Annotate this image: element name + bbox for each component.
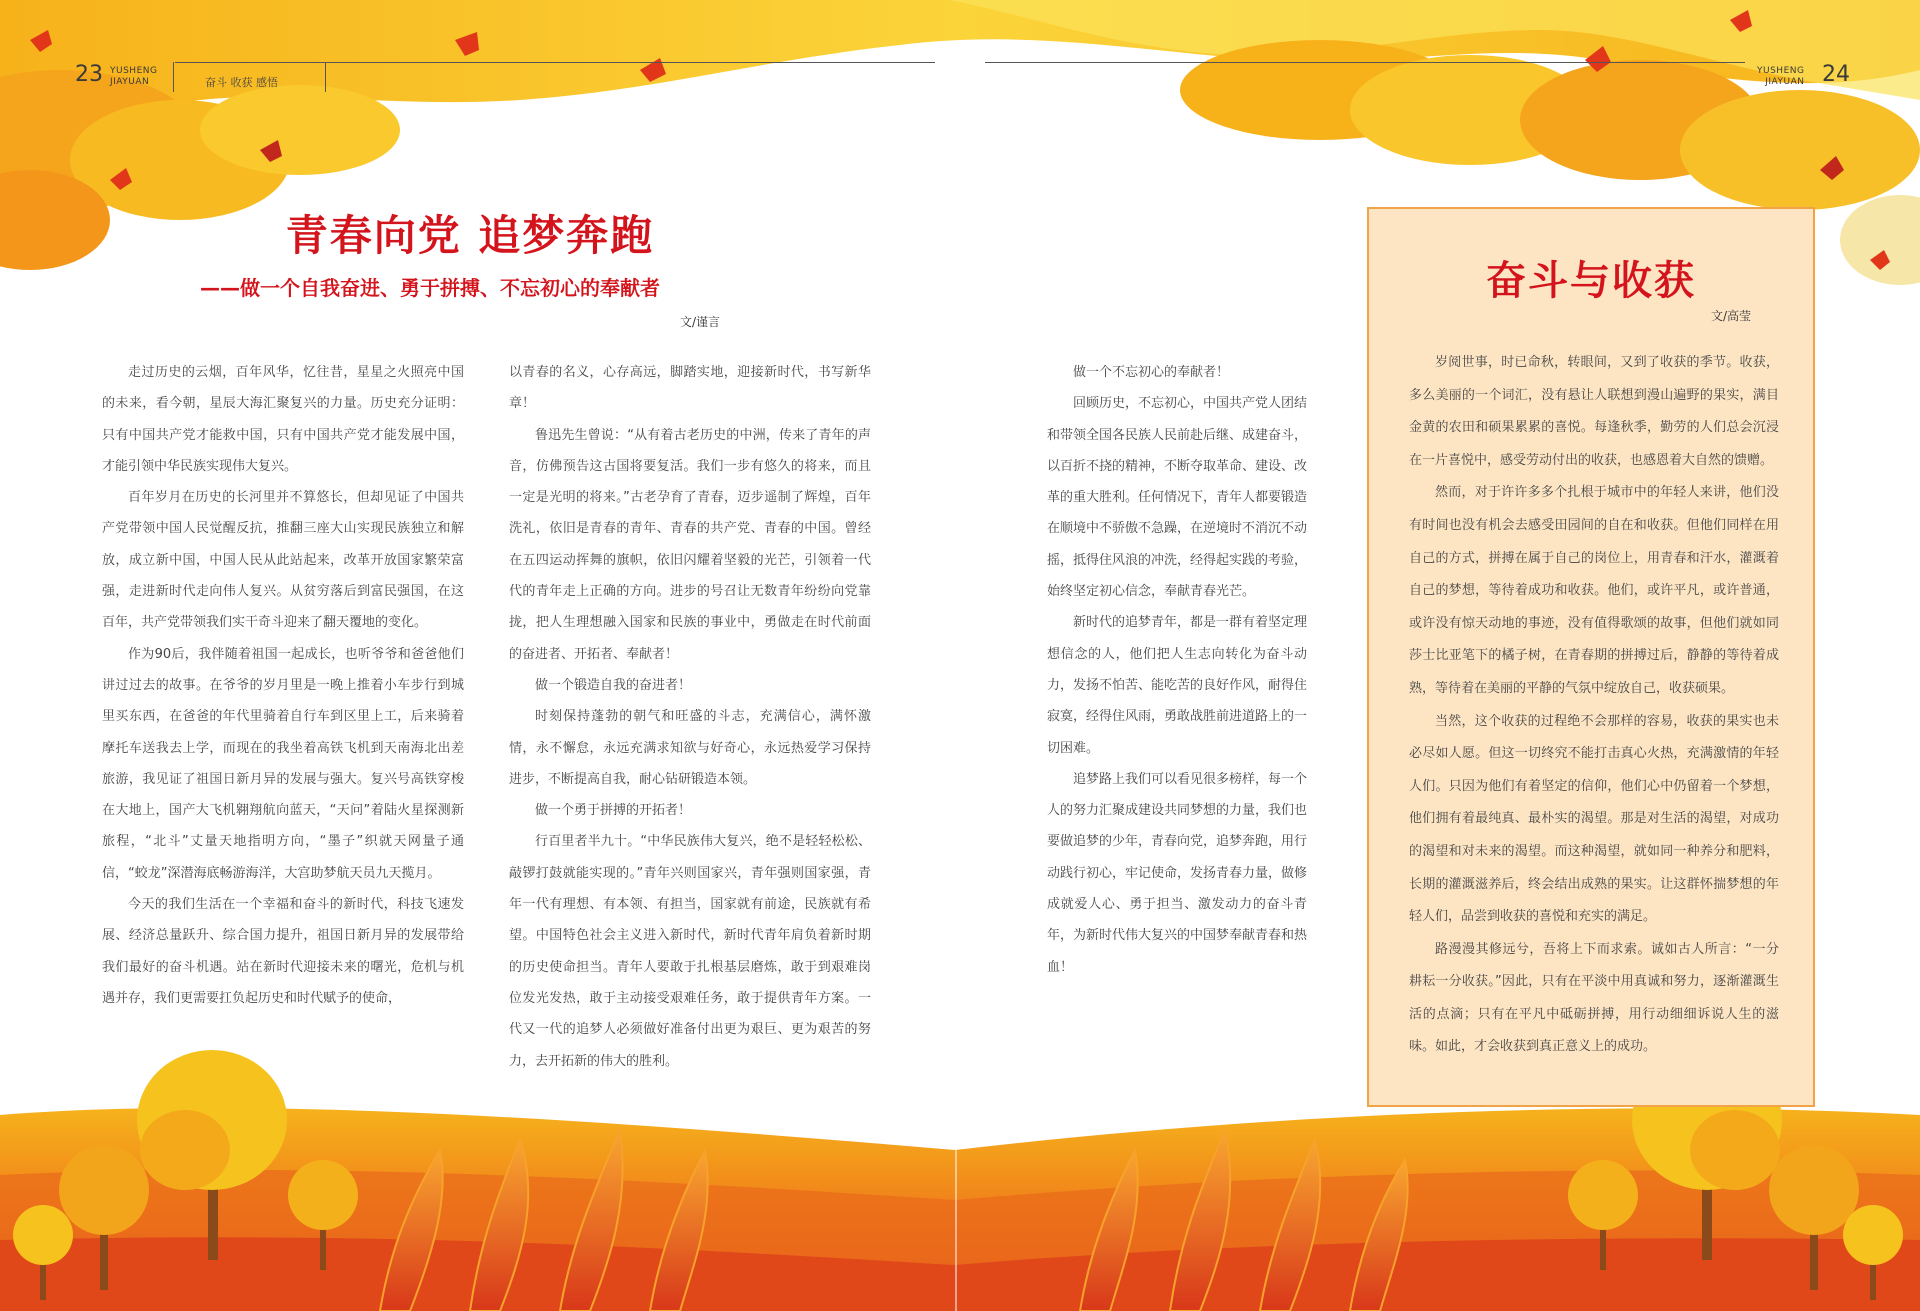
- sidebar-article-body: [1409, 347, 1779, 1064]
- brand-line-1: YUSHENG: [110, 66, 158, 76]
- section-tag: 奋斗 收获 感悟: [205, 76, 278, 89]
- sidebar-article-box: [1367, 207, 1815, 1107]
- paragraph: 鲁迅先生曾说：“从有着古老历史的中洲，传来了青年的声音，仿佛预告这古国将要复活。我们一步有悠久的将来，而且一定是光明的将来。”古老孕育了青春，迈步遥制了辉煌，百年洗礼，依旧是青春的青年、青春的共产党、青春的中国。曾经在五四运动挥舞的旗帜，依旧闪耀着坚毅的光芒，引领着一代代的青年走上正确的方向。进步的号召让无数青年纷纷向党靠拢，把人生理想融入国家和民族的事业中，勇做走在时代前面的奋进者、开拓者、奉献者！: [509, 427, 871, 662]
- paragraph: 今天的我们生活在一个幸福和奋斗的新时代，科技飞速发展、经济总量跃升、综合国力提升，祖国日新月异的发展带给我们最好的奋斗机遇。站在新时代迎接未来的曙光，危机与机遇并存，我们更需要扛负起历史和时代赋予的使命，: [102, 897, 464, 1006]
- paragraph: 新时代的追梦青年，都是一群有着坚定理想信念的人，他们把人生志向转化为奋斗动力，发扬不怕苦、能吃苦的良好作风，耐得住寂寞，经得住风雨，勇敢战胜前进道路上的一切困难。: [1047, 615, 1308, 756]
- section-heading: 做一个不忘初心的奉献者！: [1073, 365, 1230, 380]
- sidebar-article-byline: 文/高莹: [1710, 309, 1751, 323]
- header-rule-left: [175, 62, 935, 63]
- paragraph: 当然，这个收获的过程绝不会那样的容易，收获的果实也未必尽如人愿。但这一切终究不能打击真心火热，充满激情的年轻人们。只因为他们有着坚定的信仰，他们心中仍留着一个梦想，他们拥有着最纯真、最朴实的渴望。那是对生活的渴望，对成功的渴望和对未来的渴望。而这种渴望，就如同一种养分和肥料，长期的灌溉滋养后，终会结出成熟的果实。让这群怀揣梦想的年轻人们，品尝到收获的喜悦和充实的满足。: [1409, 713, 1779, 925]
- article-column-2: [509, 357, 871, 1077]
- brand-line-2: JIAYUAN: [110, 77, 150, 87]
- section-heading: 做一个锻造自我的奋进者！: [535, 677, 692, 693]
- article-subtitle: ——做一个自我奋进、勇于拼搏、不忘初心的奉献者: [200, 276, 660, 300]
- left-page-number: 23: [75, 62, 103, 87]
- section-heading: 做一个勇于拼搏的开拓者！: [535, 803, 692, 819]
- left-brand-mark: [110, 66, 157, 88]
- paragraph: 回顾历史，不忘初心，中国共产党人团结和带领全国各民族人民前赴后继、成建奋斗，以百折不挠的精神，不断夺取革命、建设、改革的重大胜利。任何情况下，青年人都要锻造在顺境中不骄傲不急躁，在逆境时不消沉不动摇，抵得住风浪的冲洗，经得起实践的考验，始终坚定初心信念，奉献青春光芒。: [1047, 396, 1308, 600]
- header-separator: [325, 62, 326, 92]
- paragraph: 百年岁月在历史的长河里并不算悠长，但却见证了中国共产党带领中国人民觉醒反抗，推翻三座大山实现民族独立和解放，成立新中国，中国人民从此站起来，改革开放国家繁荣富强，走进新时代走向伟人复兴。从贫穷落后到富民强国，在这百年，共产党带领我们实干奇斗迎来了翻天覆地的变化。: [102, 490, 464, 631]
- article-title: 青春向党 追梦奔跑: [285, 211, 655, 260]
- paragraph: 行百里者半九十。“中华民族伟大复兴，绝不是轻轻松松、敲锣打鼓就能实现的。”青年兴则国家兴，青年强则国家强，青年一代有理想、有本领、有担当，国家就有前途，民族就有希望。中国特色社会主义进入新时代，新时代青年肩负着新时期的历史使命担当。青年人要敢于扎根基层磨炼，敢于到艰难岗位发光发热，敢于主动接受艰难任务，敢于提供青年方案。一代又一代的追梦人必须做好准备付出更为艰巨、更为艰苦的努力，去开拓新的伟大的胜利。: [509, 834, 871, 1069]
- brand-line-1: YUSHENG: [1757, 66, 1805, 76]
- brand-line-2: JIAYUAN: [1765, 77, 1805, 87]
- header-separator: [173, 62, 174, 92]
- sidebar-article-title: 奋斗与收获: [1486, 258, 1696, 304]
- right-page-number: 24: [1822, 62, 1850, 87]
- paragraph: 作为90后，我伴随着祖国一起成长，也听爷爷和爸爸他们讲过过去的故事。在爷爷的岁月里是一晚上推着小车步行到城里买东西，在爸爸的年代里骑着自行车到区里上工，后来骑着摩托车送我去上学，而现在的我坐着高铁飞机到天南海北出差旅游，我见证了祖国日新月异的发展与强大。复兴号高铁穿梭在大地上，国产大飞机翱翔航向蓝天，“天问”着陆火星探测新旅程，“北斗”丈量天地指明方向，“墨子”织就天网量子通信，“蛟龙”深潜海底畅游海洋，大宫助梦航天员九天揽月。: [102, 646, 464, 881]
- article-column-3: [1047, 357, 1307, 983]
- header-rule-right: [985, 62, 1745, 63]
- article-column-1: [102, 357, 464, 1014]
- paragraph: 然而，对于许许多多个扎根于城市中的年轻人来讲，他们没有时间也没有机会去感受田园间的自在和收获。但他们同样在用自己的方式，拼搏在属于自己的岗位上，用青春和汗水，灌溉着自己的梦想，等待着成功和收获。他们，或许平凡，或许普通，或许没有惊天动地的事迹，没有值得歌颂的故事，但他们就如同莎士比亚笔下的橘子树，在青春期的拼搏过后，静静的等待着成熟，等待着在美丽的平静的气氛中绽放自己，收获硕果。: [1409, 485, 1779, 696]
- article-byline: 文/谨言: [680, 315, 721, 329]
- paragraph: 岁阅世事，时已命秋，转眼间，又到了收获的季节。收获，多么美丽的一个词汇，没有悬让人联想到漫山遍野的果实，满目金黄的农田和硕果累累的喜悦。每逢秋季，勤劳的人们总会沉浸在一片喜悦中，感受劳动付出的收获，也感恩着大自然的馈赠。: [1409, 355, 1779, 468]
- right-brand-mark: [1757, 66, 1804, 88]
- paragraph: 走过历史的云烟，百年风华，忆往昔，星星之火照亮中国的未来，看今朝，星辰大海汇聚复兴的力量。历史充分证明：只有中国共产党才能救中国，只有中国共产党才能发展中国，才能引领中华民族实现伟大复兴。: [102, 365, 464, 474]
- paragraph: 路漫漫其修远兮，吾将上下而求索。诚如古人所言：“一分耕耘一分收获。”因此，只有在平淡中用真诚和努力，逐渐灌溉生活的点滴；只有在平凡中砥砺拼搏，用行动细细诉说人生的滋味。如此，才会收获到真正意义上的成功。: [1409, 941, 1779, 1055]
- paragraph: 追梦路上我们可以看见很多榜样，每一个人的努力汇聚成建设共同梦想的力量，我们也要做追梦的少年，青春向党，追梦奔跑，用行动践行初心，牢记使命，发扬青春力量，做修成就爱人心、勇于担当、激发动力的奋斗青年，为新时代伟大复兴的中国梦奉献青春和热血！: [1047, 771, 1308, 975]
- paragraph: 以青春的名义，心存高远，脚踏实地，迎接新时代，书写新华章！: [509, 365, 871, 412]
- paragraph: 时刻保持蓬勃的朝气和旺盛的斗志，充满信心，满怀激情，永不懈怠，永远充满求知欲与好奇心，永远热爱学习保持进步，不断提高自我，耐心钻研锻造本领。: [509, 709, 871, 787]
